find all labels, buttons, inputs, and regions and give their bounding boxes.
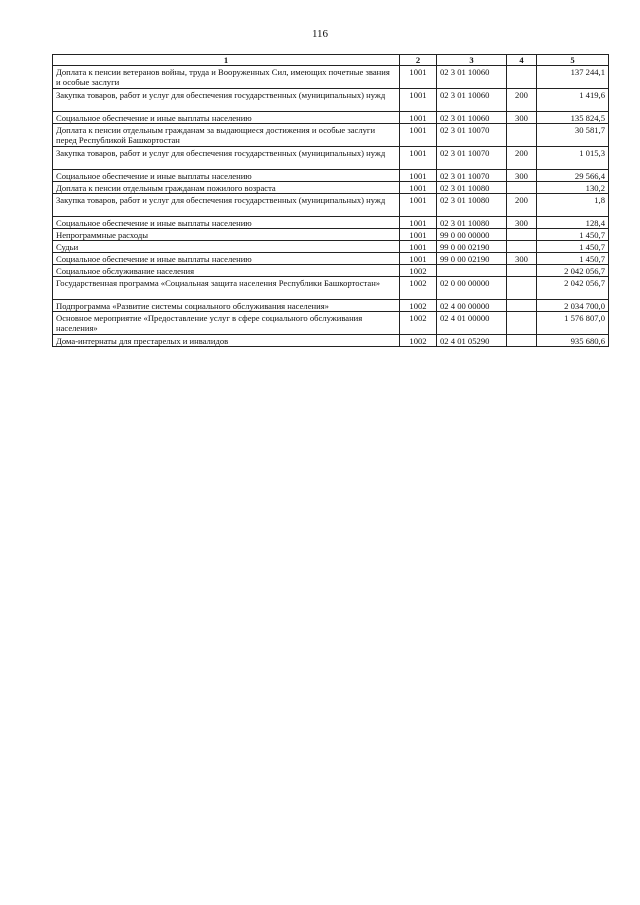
cell-article: 99 0 00 00000 xyxy=(437,229,507,241)
cell-name: Непрограммные расходы xyxy=(53,229,400,241)
column-header-name: 1 xyxy=(53,55,400,66)
cell-article xyxy=(437,265,507,277)
cell-name: Социальное обеспечение и иные выплаты населению xyxy=(53,112,400,124)
cell-expense-type xyxy=(507,229,537,241)
cell-article: 02 3 01 10080 xyxy=(437,217,507,229)
cell-expense-type xyxy=(507,182,537,194)
cell-expense-type xyxy=(507,300,537,312)
table-row xyxy=(53,277,609,300)
table-row xyxy=(53,124,609,147)
cell-section: 1001 xyxy=(400,124,437,147)
budget-table xyxy=(52,54,609,347)
table-row xyxy=(53,194,609,217)
cell-article: 02 3 01 10080 xyxy=(437,194,507,217)
cell-expense-type xyxy=(507,312,537,335)
cell-expense-type: 200 xyxy=(507,89,537,112)
cell-article: 02 3 01 10060 xyxy=(437,89,507,112)
cell-sum: 135 824,5 xyxy=(537,112,609,124)
cell-section: 1002 xyxy=(400,312,437,335)
cell-name: Социальное обеспечение и иные выплаты населению xyxy=(53,217,400,229)
table-row xyxy=(53,253,609,265)
cell-article: 02 3 01 10070 xyxy=(437,147,507,170)
cell-expense-type: 300 xyxy=(507,253,537,265)
cell-article: 99 0 00 02190 xyxy=(437,253,507,265)
cell-article: 02 4 01 05290 xyxy=(437,335,507,347)
cell-section: 1002 xyxy=(400,277,437,300)
cell-article: 02 3 01 10080 xyxy=(437,182,507,194)
cell-expense-type xyxy=(507,124,537,147)
cell-article: 02 3 01 10060 xyxy=(437,66,507,89)
table-row xyxy=(53,66,609,89)
table-row xyxy=(53,241,609,253)
cell-section: 1001 xyxy=(400,147,437,170)
table-row xyxy=(53,229,609,241)
cell-name: Закупка товаров, работ и услуг для обеспечения государственных (муниципальных) нужд xyxy=(53,194,400,217)
cell-name: Доплата к пенсии отдельным гражданам за выдающиеся достижения и особые заслуги перед Республикой Башкортостан xyxy=(53,124,400,147)
cell-name: Социальное обеспечение и иные выплаты населению xyxy=(53,253,400,265)
cell-sum: 1 015,3 xyxy=(537,147,609,170)
cell-sum: 1 576 807,0 xyxy=(537,312,609,335)
cell-section: 1001 xyxy=(400,241,437,253)
cell-name: Государственная программа «Социальная защита населения Республики Башкортостан» xyxy=(53,277,400,300)
cell-name: Доплата к пенсии ветеранов войны, труда и Вооруженных Сил, имеющих почетные звания и особые заслуги xyxy=(53,66,400,89)
table-row xyxy=(53,170,609,182)
cell-article: 02 4 00 00000 xyxy=(437,300,507,312)
cell-section: 1002 xyxy=(400,300,437,312)
cell-expense-type xyxy=(507,277,537,300)
cell-name: Основное мероприятие «Предоставление услуг в сфере социального обслуживания населения» xyxy=(53,312,400,335)
cell-expense-type: 200 xyxy=(507,147,537,170)
cell-sum: 935 680,6 xyxy=(537,335,609,347)
cell-name: Социальное обслуживание населения xyxy=(53,265,400,277)
table-row xyxy=(53,300,609,312)
cell-name: Закупка товаров, работ и услуг для обеспечения государственных (муниципальных) нужд xyxy=(53,147,400,170)
cell-sum: 30 581,7 xyxy=(537,124,609,147)
table-row xyxy=(53,312,609,335)
cell-article: 02 3 01 10070 xyxy=(437,124,507,147)
cell-section: 1001 xyxy=(400,89,437,112)
cell-sum: 1 450,7 xyxy=(537,253,609,265)
page-number: 116 xyxy=(311,28,329,40)
cell-name: Подпрограмма «Развитие системы социального обслуживания населения» xyxy=(53,300,400,312)
cell-article: 02 3 01 10070 xyxy=(437,170,507,182)
cell-section: 1001 xyxy=(400,253,437,265)
cell-section: 1002 xyxy=(400,265,437,277)
cell-name: Дома-интернаты для престарелых и инвалидов xyxy=(53,335,400,347)
cell-sum: 130,2 xyxy=(537,182,609,194)
cell-sum: 128,4 xyxy=(537,217,609,229)
cell-sum: 2 034 700,0 xyxy=(537,300,609,312)
cell-article: 99 0 00 02190 xyxy=(437,241,507,253)
table-header-row xyxy=(53,55,609,66)
cell-section: 1001 xyxy=(400,170,437,182)
cell-sum: 2 042 056,7 xyxy=(537,265,609,277)
cell-section: 1001 xyxy=(400,66,437,89)
cell-sum: 137 244,1 xyxy=(537,66,609,89)
cell-section: 1001 xyxy=(400,229,437,241)
cell-sum: 2 042 056,7 xyxy=(537,277,609,300)
cell-section: 1002 xyxy=(400,335,437,347)
cell-name: Социальное обеспечение и иные выплаты населению xyxy=(53,170,400,182)
cell-expense-type: 300 xyxy=(507,170,537,182)
cell-expense-type xyxy=(507,241,537,253)
column-header-sum: 5 xyxy=(537,55,609,66)
cell-name: Судьи xyxy=(53,241,400,253)
cell-sum: 1 450,7 xyxy=(537,229,609,241)
table-row xyxy=(53,217,609,229)
column-header-article: 3 xyxy=(437,55,507,66)
column-header-section: 2 xyxy=(400,55,437,66)
cell-name: Доплата к пенсии отдельным гражданам пожилого возраста xyxy=(53,182,400,194)
cell-sum: 1 450,7 xyxy=(537,241,609,253)
table-row xyxy=(53,335,609,347)
table-row xyxy=(53,89,609,112)
cell-article: 02 3 01 10060 xyxy=(437,112,507,124)
cell-sum: 1,8 xyxy=(537,194,609,217)
cell-section: 1001 xyxy=(400,194,437,217)
cell-expense-type: 300 xyxy=(507,112,537,124)
cell-sum: 29 566,4 xyxy=(537,170,609,182)
cell-article: 02 4 01 00000 xyxy=(437,312,507,335)
cell-article: 02 0 00 00000 xyxy=(437,277,507,300)
cell-section: 1001 xyxy=(400,112,437,124)
cell-section: 1001 xyxy=(400,217,437,229)
cell-expense-type xyxy=(507,66,537,89)
cell-expense-type: 300 xyxy=(507,217,537,229)
cell-sum: 1 419,6 xyxy=(537,89,609,112)
table-row xyxy=(53,112,609,124)
cell-expense-type xyxy=(507,265,537,277)
table-row xyxy=(53,265,609,277)
cell-expense-type xyxy=(507,335,537,347)
table-row xyxy=(53,182,609,194)
cell-expense-type: 200 xyxy=(507,194,537,217)
table-row xyxy=(53,147,609,170)
column-header-expense-type: 4 xyxy=(507,55,537,66)
cell-section: 1001 xyxy=(400,182,437,194)
cell-name: Закупка товаров, работ и услуг для обеспечения государственных (муниципальных) нужд xyxy=(53,89,400,112)
